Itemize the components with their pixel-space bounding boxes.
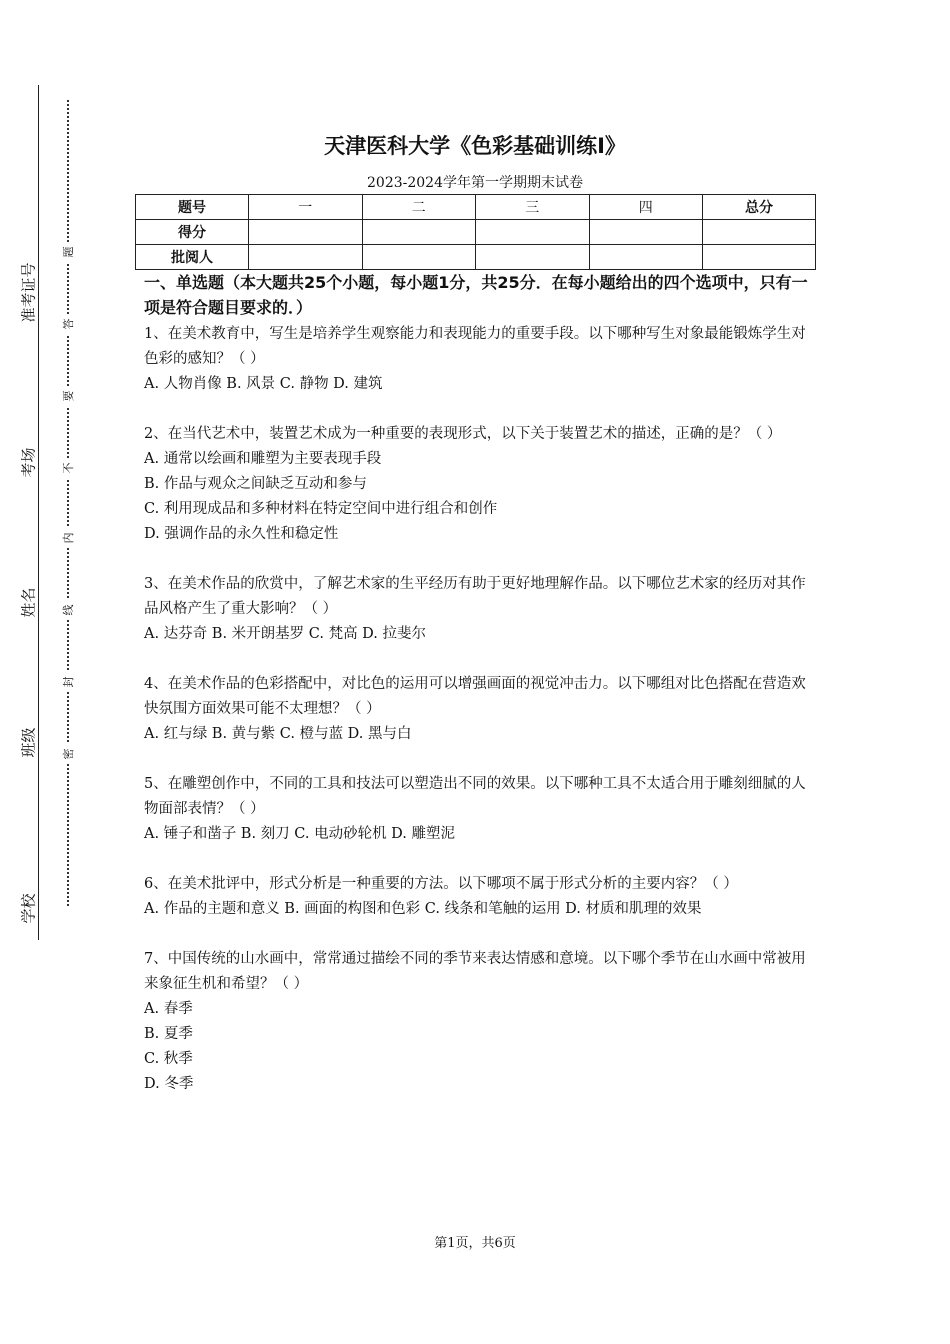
- question-stem: 1、在美术教育中，写生是培养学生观察能力和表现能力的重要手段。以下哪种写生对象最能锻炼学生对色彩的感知？（ ）: [144, 326, 806, 367]
- question-7: [144, 947, 808, 1097]
- section-heading: 一、单选题（本大题共25个小题，每小题1分，共25分．在每小题给出的四个选项中，只有一项是符合题目要求的．）: [144, 273, 808, 317]
- label-class: 班级: [19, 727, 38, 758]
- seal-char: 密: [60, 744, 76, 764]
- question-stem: 4、在美术作品的色彩搭配中，对比色的运用可以增强画面的视觉冲击力。以下哪组对比色搭配在营造欢快氛围方面效果可能不太理想？（ ）: [144, 676, 806, 717]
- question-3: [144, 572, 808, 647]
- score-blank: [362, 245, 476, 270]
- question-1: [144, 322, 808, 397]
- seal-dotted-line: [67, 100, 69, 906]
- question-option: A. 达芬奇 B. 米开朗基罗 C. 梵高 D. 拉斐尔: [144, 626, 427, 642]
- score-cell: 二: [362, 195, 476, 220]
- question-stem: 6、在美术批评中，形式分析是一种重要的方法。以下哪项不属于形式分析的主要内容？（ ）: [144, 876, 738, 892]
- question-option: A. 红与绿 B. 黄与紫 C. 橙与蓝 D. 黑与白: [144, 726, 412, 742]
- question-option: B. 夏季: [144, 1026, 193, 1042]
- score-table-header-row: [136, 195, 816, 220]
- question-stem: 7、中国传统的山水画中，常常通过描绘不同的季节来表达情感和意境。以下哪个季节在山水画中常被用来象征生机和希望？（ ）: [144, 951, 806, 992]
- score-blank: [589, 245, 703, 270]
- question-option: A. 春季: [144, 1001, 193, 1017]
- question-option: C. 利用现成品和多种材料在特定空间中进行组合和创作: [144, 501, 498, 517]
- score-table-reviewer-row: [136, 245, 816, 270]
- exam-subtitle: 2023-2024学年第一学期期末试卷: [367, 175, 583, 191]
- question-option: A. 通常以绘画和雕塑为主要表现手段: [144, 451, 382, 467]
- score-blank: [362, 220, 476, 245]
- question-list: [144, 322, 808, 1097]
- score-cell: 题号: [136, 195, 249, 220]
- question-option: A. 人物肖像 B. 风景 C. 静物 D. 建筑: [144, 376, 383, 392]
- score-blank: [249, 220, 363, 245]
- score-table: [135, 194, 816, 270]
- question-option: B. 作品与观众之间缺乏互动和参与: [144, 476, 367, 492]
- score-cell: 三: [476, 195, 590, 220]
- score-blank: [703, 220, 816, 245]
- seal-char: 线: [60, 600, 76, 620]
- score-blank: [249, 245, 363, 270]
- label-exam-number: 准考证号: [19, 262, 38, 323]
- seal-char: 题: [60, 242, 76, 262]
- score-cell: 批阅人: [136, 245, 249, 270]
- question-stem: 5、在雕塑创作中，不同的工具和技法可以塑造出不同的效果。以下哪种工具不太适合用于雕刻细腻的人物面部表情？（ ）: [144, 776, 806, 817]
- score-cell: 一: [249, 195, 363, 220]
- question-5: [144, 772, 808, 847]
- question-option: D. 冬季: [144, 1076, 194, 1092]
- exam-content: [144, 270, 808, 1122]
- question-stem: 3、在美术作品的欣赏中，了解艺术家的生平经历有助于更好地理解作品。以下哪位艺术家的经历对其作品风格产生了重大影响？（ ）: [144, 576, 806, 617]
- score-cell: 四: [589, 195, 703, 220]
- score-blank: [703, 245, 816, 270]
- binding-margin: [0, 0, 75, 1344]
- seal-char: 内: [60, 528, 76, 548]
- seal-char: 答: [60, 314, 76, 334]
- score-cell: 总分: [703, 195, 816, 220]
- question-stem: 2、在当代艺术中，装置艺术成为一种重要的表现形式，以下关于装置艺术的描述，正确的是？（ ）: [144, 426, 782, 442]
- page-footer: 第1页，共6页: [434, 1236, 516, 1251]
- binding-line: [38, 85, 39, 940]
- label-exam-room: 考场: [19, 447, 38, 478]
- seal-char: 不: [60, 458, 76, 478]
- score-table-score-row: [136, 220, 816, 245]
- question-option: A. 锤子和凿子 B. 刻刀 C. 电动砂轮机 D. 雕塑泥: [144, 826, 456, 842]
- question-4: [144, 672, 808, 747]
- seal-char: 要: [60, 386, 76, 406]
- question-option: D. 强调作品的永久性和稳定性: [144, 526, 339, 542]
- score-cell: 得分: [136, 220, 249, 245]
- score-blank: [476, 245, 590, 270]
- question-2: [144, 422, 808, 547]
- label-name: 姓名: [19, 587, 38, 618]
- question-6: [144, 872, 808, 922]
- question-option: A. 作品的主题和意义 B. 画面的构图和色彩 C. 线条和笔触的运用 D. 材质和肌理的效果: [144, 901, 702, 917]
- label-school: 学校: [19, 893, 38, 924]
- score-blank: [476, 220, 590, 245]
- score-blank: [589, 220, 703, 245]
- seal-char: 封: [60, 672, 76, 692]
- question-option: C. 秋季: [144, 1051, 193, 1067]
- exam-title: 天津医科大学《色彩基础训练Ⅰ》: [324, 134, 626, 158]
